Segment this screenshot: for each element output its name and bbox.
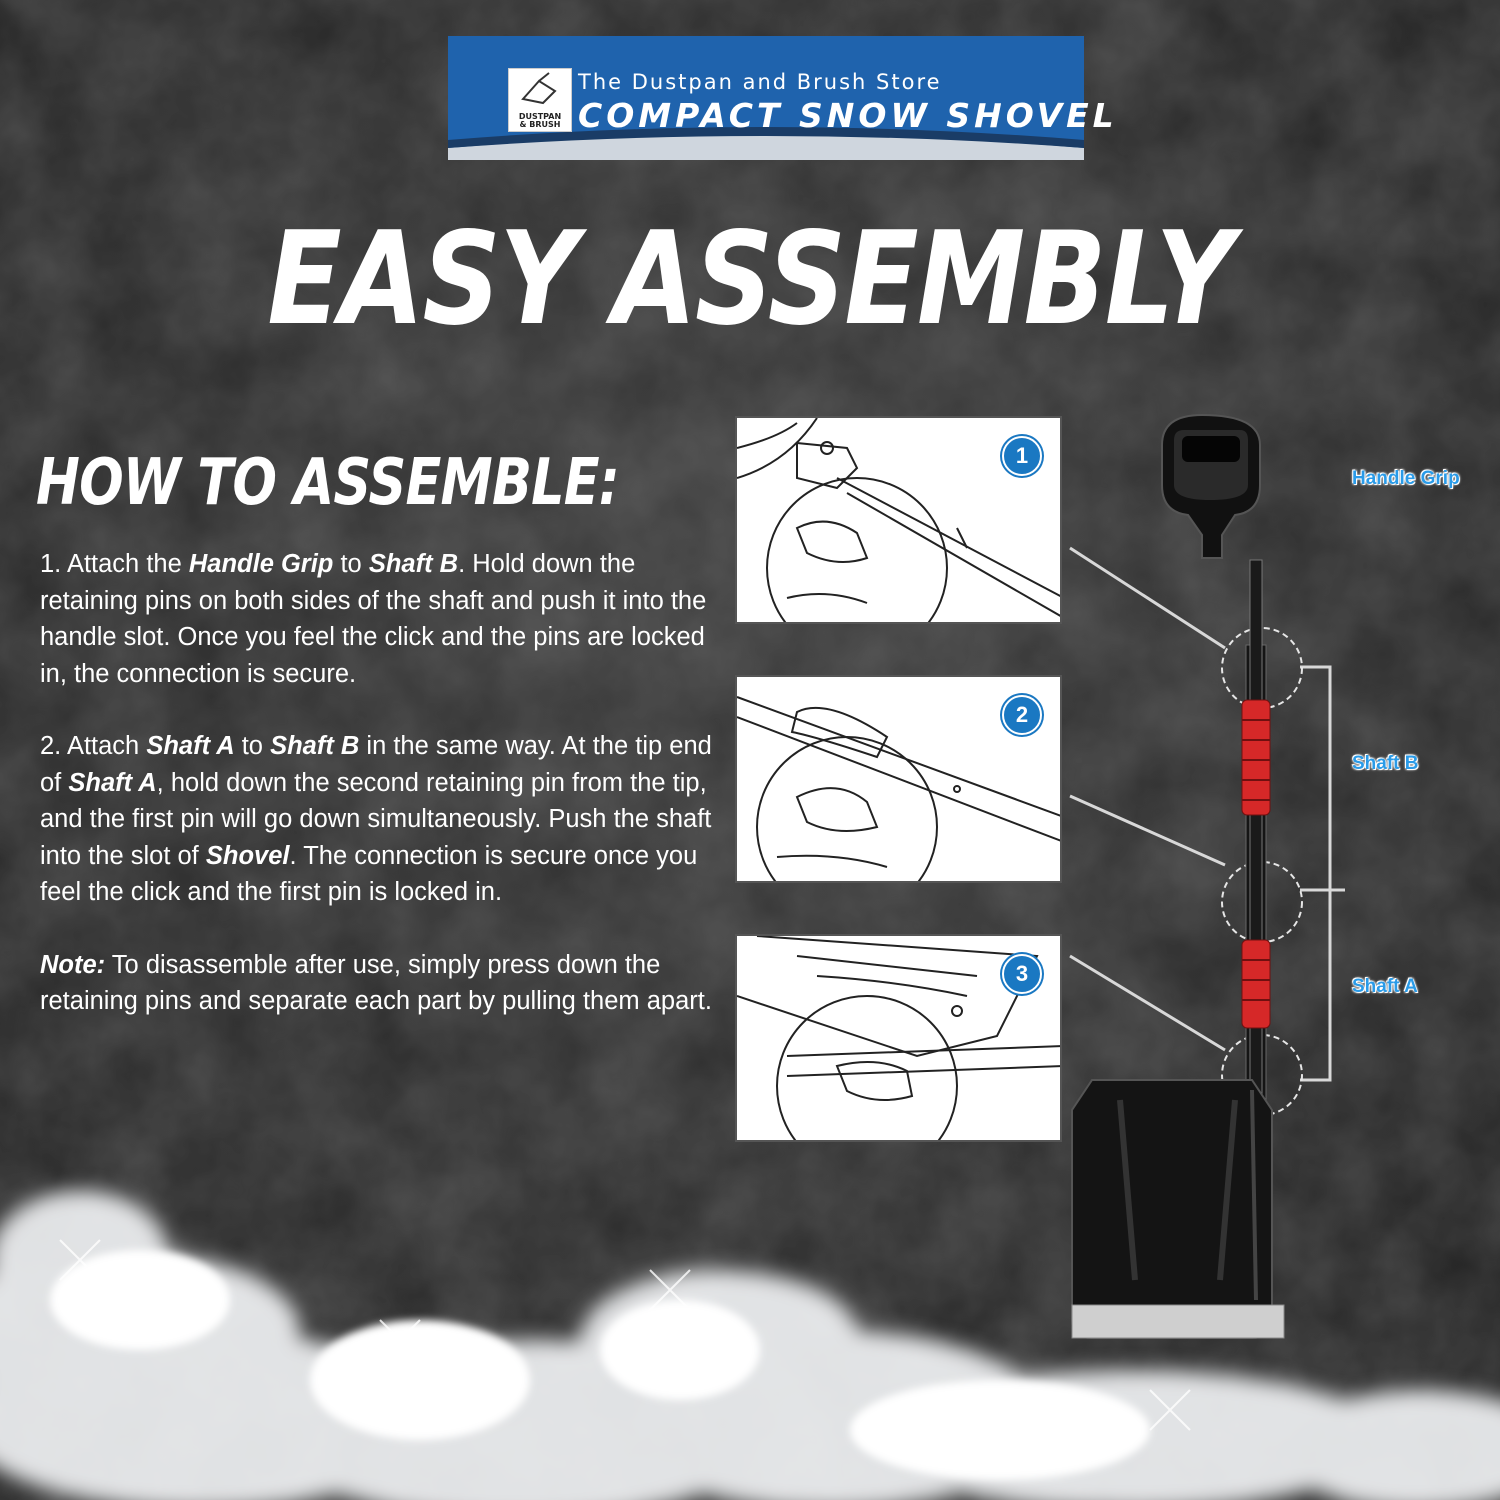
instruction-step-2: 2. Attach Shaft A to Shaft B in the same way. At the tip end of Shaft A, hold down the second retaining pin from the tip, and the first pin will go down simultaneously. Push the shaft into the slot of Shovel. The connection is secure once you feel the click and the first pin is locked in.: [40, 732, 712, 906]
step-badge-1: 1: [1002, 436, 1042, 476]
instruction-step-1: 1. Attach the Handle Grip to Shaft B. Hold down the retaining pins on both sides of the shaft and push it into the handle slot. Once you feel the click and the pins are locked in, the connection is secure.: [40, 550, 707, 688]
how-to-heading: HOW TO ASSEMBLE:: [36, 446, 619, 520]
instruction-note: Note: To disassemble after use, simply press down the retaining pins and separate each part by pulling them apart.: [40, 950, 712, 1015]
logo-line2: & BRUSH: [519, 120, 561, 129]
label-handle-grip: Handle Grip: [1352, 468, 1460, 489]
label-shaft-b: Shaft B: [1352, 753, 1419, 774]
step-badge-3: 3: [1002, 954, 1042, 994]
page-title: EASY ASSEMBLY: [267, 205, 1233, 354]
logo-line1: DUSTPAN: [518, 112, 562, 121]
store-name: The Dustpan and Brush Store: [578, 70, 942, 94]
label-shaft-a: Shaft A: [1352, 976, 1418, 997]
product-name: COMPACT SNOW SHOVEL: [578, 96, 1118, 135]
step-badge-2: 2: [1002, 695, 1042, 735]
